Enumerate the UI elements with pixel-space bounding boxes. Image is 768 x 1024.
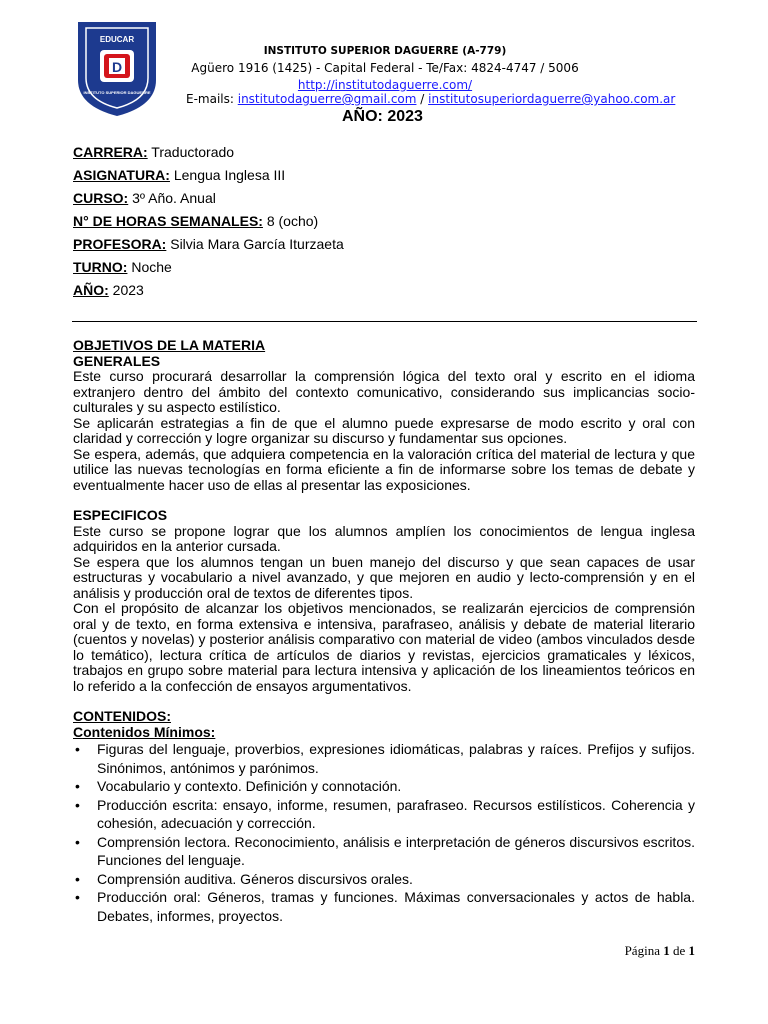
of-label: de xyxy=(669,943,689,958)
especificos-paragraph: Se espera que los alumnos tengan un buen manejo del discurso y que sean capaces de usar estructuras y vocabulario a nivel avanzado, y que mejoren en audio y lecto-comprensión y en el análisis y producción oral de textos de diferentes tipos. xyxy=(73,553,695,601)
especificos-paragraph: Con el propósito de alcanzar los objetivos mencionados, se realizarán ejercicios de comprensión oral y de texto, en forma extensiva e intensiva, parafraseo, análisis y debate de material literario (cuentos y novelas) y posterior análisis comparativo con material de video (ambos vinculados desde lo temático), lectura crítica de artículos de diarios y revistas, ejercicios gramaticales y léxicos, trabajos en grupo sobre material para lectura intensiva y aplicación de los lineamientos teóricos en lo referido a la confección de ensayos argumentativos. xyxy=(73,600,695,694)
course-info xyxy=(73,143,344,304)
institute-name: INSTITUTO SUPERIOR DAGUERRE (A-779) xyxy=(263,45,507,57)
generales-title: GENERALES xyxy=(73,352,161,369)
generales-paragraph: Se espera, además, que adquiera competencia en la valoración crítica del material de lectura y que utilice las nuevas tecnologías en forma eficiente a fin de informarse sobre los temas de debate y eventualmente hacer uso de ellas al presentar las exposiciones. xyxy=(73,445,695,493)
list-item xyxy=(73,740,695,777)
page-footer xyxy=(625,943,695,959)
document-body xyxy=(73,338,695,925)
info-value: Lengua Inglesa III xyxy=(169,167,286,183)
especificos-paragraph: Este curso se propone lograr que los alumnos amplíen los conocimientos de lengua inglesa adquiridos en la anterior cursada. xyxy=(73,522,695,554)
bullet-icon: • xyxy=(75,796,80,813)
emails-label: E-mails: xyxy=(186,92,238,106)
info-value: 3º Año. Anual xyxy=(128,190,216,206)
email-link-gmail[interactable]: institutodaguerre@gmail.com xyxy=(237,92,417,106)
list-item xyxy=(73,833,695,870)
list-item-text: Producción oral: Géneros, tramas y funciones. Máximas conversacionales y actos de habla. Debates, informes, proyectos. xyxy=(97,889,695,924)
info-row xyxy=(73,235,344,258)
bullet-icon: • xyxy=(75,778,80,794)
info-label: CURSO: xyxy=(73,190,129,206)
website-link[interactable]: http://institutodaguerre.com/ xyxy=(297,78,473,92)
email-link-yahoo[interactable]: institutosuperiordaguerre@yahoo.com.ar xyxy=(428,92,676,106)
list-item-text: Comprensión auditiva. Géneros discursivos orales. xyxy=(97,870,413,887)
especificos-title: ESPECIFICOS xyxy=(73,507,168,523)
institute-address: Agüero 1916 (1425) - Capital Federal - Te/Fax: 4824-4747 / 5006 xyxy=(191,61,579,75)
bullet-icon: • xyxy=(75,833,80,850)
contenidos-title: CONTENIDOS: xyxy=(73,708,171,724)
divider-rule xyxy=(72,321,697,322)
bullet-icon: • xyxy=(75,870,80,887)
year-title: AÑO: 2023 xyxy=(342,108,423,125)
contenidos-subtitle: Contenidos Mínimos: xyxy=(73,723,216,740)
info-label: N° DE HORAS SEMANALES: xyxy=(73,213,263,229)
list-item-text: Vocabulario y contexto. Definición y connotación. xyxy=(97,778,402,794)
email-separator: / xyxy=(416,92,429,106)
info-value: 8 (ocho) xyxy=(262,213,319,229)
info-row xyxy=(73,258,344,281)
info-label: TURNO: xyxy=(73,259,128,275)
info-value: Silvia Mara García Iturzaeta xyxy=(166,236,344,252)
logo-top-text: EDUCAR xyxy=(99,35,135,44)
generales-paragraph: Este curso procurará desarrollar la comprensión lógica del texto oral y escrito en el idioma extranjero dentro del ámbito del contexto comunicativo, considerando sus implicancias socio-culturales y su aspecto estilístico. xyxy=(73,368,695,415)
logo-letter: D xyxy=(111,59,123,75)
logo-band-text: INSTITUTO SUPERIOR DAGUERRE xyxy=(83,90,151,95)
info-value: Traductorado xyxy=(147,144,235,160)
list-item xyxy=(73,796,695,833)
info-label: AÑO: xyxy=(73,282,109,298)
info-label: ASIGNATURA: xyxy=(73,167,170,183)
info-row xyxy=(73,212,344,235)
info-label: PROFESORA: xyxy=(73,236,167,252)
info-row xyxy=(73,143,344,166)
page-number: 1 xyxy=(663,943,670,958)
list-item-text: Comprensión lectora. Reconocimiento, análisis e interpretación de géneros discursivos escritos. Funciones del lenguaje. xyxy=(97,833,695,868)
list-item-text: Figuras del lenguaje, proverbios, expresiones idiomáticas, palabras y raíces. Prefijos y sufijos. Sinónimos, antónimos y parónimos. xyxy=(97,741,695,776)
page-total: 1 xyxy=(688,943,695,958)
bullet-icon: • xyxy=(75,889,80,905)
info-value: 2023 xyxy=(108,282,144,298)
contenidos-list xyxy=(73,740,695,925)
list-item-text: Producción escrita: ensayo, informe, resumen, parafraseo. Recursos estilísticos. Coherencia y cohesión, adecuación y corrección. xyxy=(97,796,695,831)
list-item xyxy=(73,777,695,796)
info-row xyxy=(73,189,344,212)
emails-line xyxy=(186,90,675,108)
info-row xyxy=(73,166,344,189)
list-item xyxy=(73,888,695,925)
info-value: Noche xyxy=(127,259,172,275)
letterhead xyxy=(160,44,610,93)
info-label: CARRERA: xyxy=(73,144,148,160)
page-label: Página xyxy=(624,943,664,958)
bullet-icon: • xyxy=(75,741,80,757)
objetivos-title: OBJETIVOS DE LA MATERIA xyxy=(73,337,266,353)
generales-paragraph: Se aplicarán estrategias a fin de que el alumno puede expresarse de modo escrito y oral con claridad y corrección y logre organizar su discurso y fundamentar sus opciones. xyxy=(73,414,695,446)
info-row xyxy=(73,281,344,304)
list-item xyxy=(73,870,695,889)
institute-logo xyxy=(76,18,158,118)
